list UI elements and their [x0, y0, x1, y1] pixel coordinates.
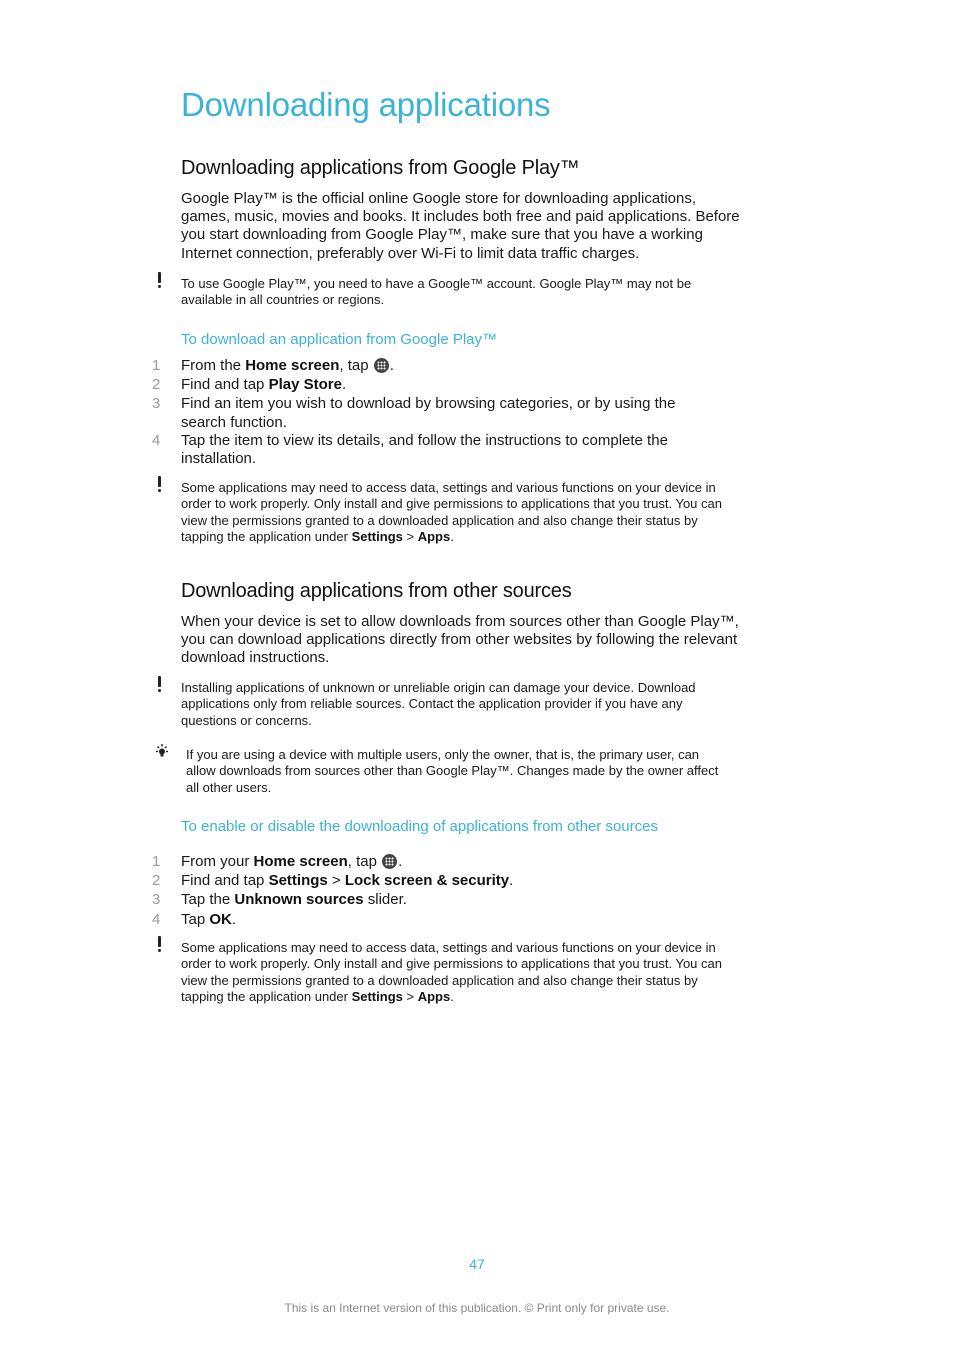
steps-list-enable-disable	[152, 853, 812, 929]
home-screen-label: Home screen	[245, 357, 340, 374]
note-permissions: Some applications may need to access data, settings and various functions on your device in order to work properly. Only install and give permissions to applications that you trust. You can view the permissions granted to a downloaded application and also change their status by tapping the application under Settings > Apps.	[181, 940, 722, 1005]
list-item: 4 Tap the item to view its details, and follow the instructions to complete the installation.	[152, 431, 668, 468]
list-item: 2 Find and tap Settings > Lock screen & security.	[152, 872, 514, 890]
settings-label: Settings	[268, 872, 328, 890]
steps-list-download	[152, 357, 812, 468]
list-item: 2 Find and tap Play Store.	[152, 376, 347, 394]
note-permissions: Some applications may need to access data, settings and various functions on your device in order to work properly. Only install and give permissions to applications that you trust. You can view the permissions granted to a downloaded application and also change their status by tapping the application under Settings > Apps.	[181, 480, 722, 545]
settings-label: Settings	[351, 529, 403, 545]
exclamation-icon	[155, 936, 165, 954]
section-intro-paragraph: When your device is set to allow downloads from sources other than Google Play™, you can download applications directly from other websites by following the relevant download instructions.	[181, 613, 739, 667]
section-intro-paragraph: Google Play™ is the official online Google store for downloading applications, games, music, movies and books. It includes both free and paid applications. Before you start downloading from Google Play™, make sure that you have a working Internet connection, preferably over Wi-Fi to limit data traffic charges.	[181, 190, 740, 262]
ok-label: OK	[209, 910, 232, 928]
exclamation-icon	[155, 272, 165, 290]
page-number: 47	[469, 1256, 485, 1272]
settings-label: Settings	[351, 989, 403, 1005]
unknown-sources-label: Unknown sources	[234, 891, 364, 909]
app-drawer-icon	[382, 854, 397, 869]
list-item: 1 From your Home screen, tap .	[152, 853, 403, 870]
note-google-account: To use Google Play™, you need to have a Google™ account. Google Play™ may not be available in all countries or regions.	[181, 276, 692, 308]
list-item: 3 Find an item you wish to download by browsing categories, or by using the search function.	[152, 395, 676, 431]
page-title: Downloading applications	[181, 86, 551, 123]
lock-screen-security-label: Lock screen & security	[344, 872, 510, 890]
exclamation-icon	[155, 676, 165, 694]
home-screen-label: Home screen	[253, 853, 348, 870]
section-heading-google-play: Downloading applications from Google Play™	[181, 157, 580, 179]
tip-multiple-users: If you are using a device with multiple users, only the owner, that is, the primary user, can allow downloads from sources other than Google Play™. Changes made by the owner affect all other users.	[186, 747, 719, 795]
apps-label: Apps	[417, 989, 451, 1005]
app-drawer-icon	[374, 358, 389, 373]
section-heading-other-sources: Downloading applications from other sources	[181, 580, 572, 602]
list-item: 1 From the Home screen, tap .	[152, 357, 394, 374]
list-item: 3 Tap the Unknown sources slider.	[152, 891, 407, 909]
apps-label: Apps	[417, 529, 451, 545]
lightbulb-icon	[154, 743, 170, 759]
list-item: 4 Tap OK.	[152, 910, 237, 928]
footer-notice: This is an Internet version of this publication. © Print only for private use.	[284, 1301, 670, 1315]
play-store-label: Play Store	[268, 376, 342, 394]
procedure-title-enable-disable: To enable or disable the downloading of applications from other sources	[181, 818, 658, 835]
procedure-title-download: To download an application from Google Play™	[181, 331, 498, 348]
exclamation-icon	[155, 476, 165, 494]
note-unknown-origin: Installing applications of unknown or unreliable origin can damage your device. Download applications only from reliable sources. Contact the application provider if you have any questions or concerns.	[181, 680, 696, 728]
